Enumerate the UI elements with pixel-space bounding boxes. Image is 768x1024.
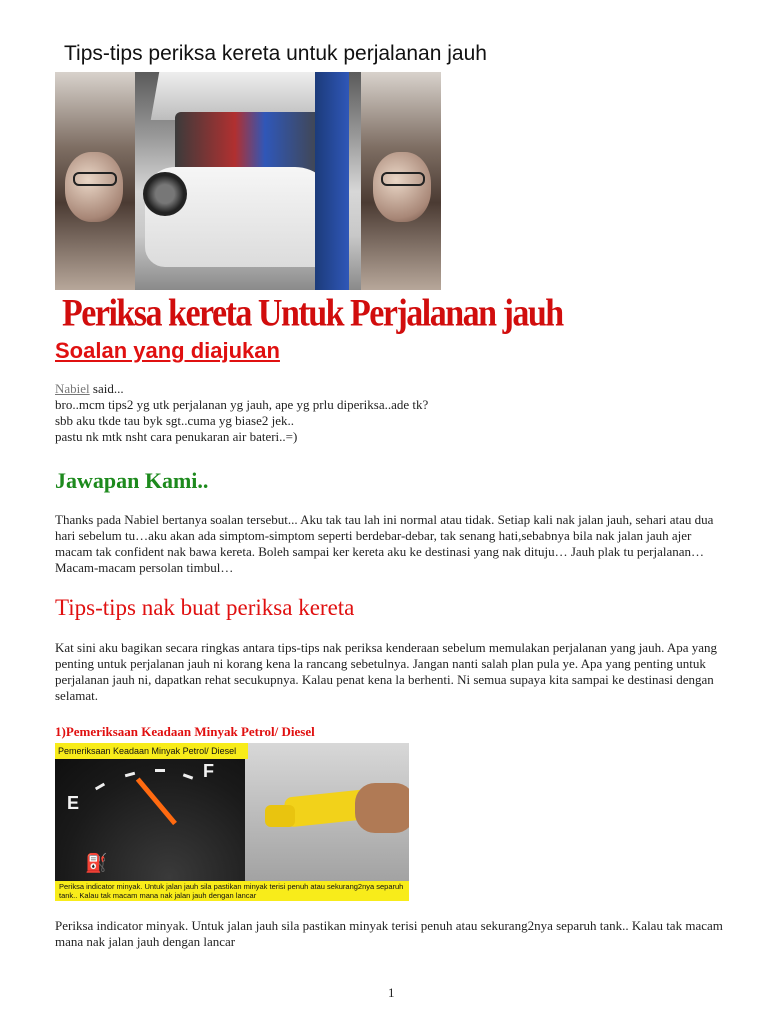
face-portrait (65, 152, 123, 222)
image-banner-bottom: Periksa indicator minyak. Untuk jalan jauh sila pastikan minyak terisi penuh atau sekurang2nya separuh tank.. Kalau tak macam mana nak jalan jauh dengan lancar (55, 881, 409, 901)
fuel-check-image (55, 743, 409, 901)
gauge-tick (183, 773, 193, 779)
fuel-gauge (55, 743, 245, 901)
answer-heading: Jawapan Kami.. (55, 468, 209, 493)
tips-paragraph: Kat sini aku bagikan secara ringkas antara tips-tips nak periksa kenderaan sebelum memulakan perjalanan yang jauh. Apa yang penting untuk perjalanan jauh ni korang kena la rancang sebetulnya. Jangan nanti salah plan pula ye. Apa yang penting untuk perjalanan jauh ni, dapatkan rehat secukupnya. Kalau penat kena la berhenti. Ni semua supaya kita sampai ke destinasi dengan selamat. (55, 640, 718, 703)
question-line: bro..mcm tips2 yg utk perjalanan yg jauh, ape yg prlu diperiksa..ade tk? (55, 397, 429, 412)
gauge-tick (155, 769, 165, 772)
gauge-full-label: F (203, 761, 214, 781)
right-portrait-panel (361, 72, 441, 290)
said-text: said... (89, 381, 124, 396)
author-line (55, 381, 735, 397)
hero-collage-image (55, 72, 441, 290)
glasses-icon (381, 172, 425, 186)
fuel-nozzle-photo (245, 743, 409, 901)
hand (355, 783, 409, 833)
gauge-tick (95, 783, 105, 791)
fuel-needle (136, 777, 177, 825)
page-number: 1 (388, 985, 395, 1000)
question-line: sbb aku tkde tau byk sgt..cuma yg biase2 jek.. (55, 413, 295, 428)
tips-heading: Tips-tips nak buat periksa kereta (55, 595, 355, 620)
fuel-pump-icon: ⛽ (85, 853, 108, 873)
document-title: Tips-tips periksa kereta untuk perjalanan jauh (64, 42, 487, 65)
mechanic-figure (315, 72, 349, 290)
image-banner-top: Pemeriksaan Keadaan Minyak Petrol/ Diesel (55, 743, 248, 759)
author-link[interactable]: Nabiel (55, 381, 90, 396)
wheel-icon (143, 172, 187, 216)
nozzle-spout (265, 805, 295, 827)
section1-paragraph: Periksa indicator minyak. Untuk jalan jauh sila pastikan minyak terisi penuh atau sekurang2nya separuh tank.. Kalau tak macam mana nak jalan jauh dengan lancar (55, 918, 723, 949)
face-portrait (373, 152, 431, 222)
gauge-empty-label: E (67, 793, 80, 813)
car-engine-photo (135, 72, 361, 290)
gauge-tick (125, 772, 135, 777)
glasses-icon (73, 172, 117, 186)
hero-caption: Periksa kereta Untuk Perjalanan jauh (62, 292, 563, 335)
question-line: pastu nk mtk nsht cara penukaran air bateri..=) (55, 429, 298, 444)
section1-heading: 1)Pemeriksaan Keadaan Minyak Petrol/ Diesel (55, 724, 315, 739)
left-portrait-panel (55, 72, 135, 290)
answer-paragraph: Thanks pada Nabiel bertanya soalan tersebut... Aku tak tau lah ini normal atau tidak. Setiap kali nak jalan jauh, sehari atau dua hari sebelum tu…aku akan ada simptom-simptom seperti berdebar-debar, tak senang hati,sebabnya bila nak jalan jauh ajer macam tak confident nak bawa kereta. Boleh sampai ker kereta aku ke destinasi yang nak dituju… Jauh plak tu perjalanan… Macam-macam persolan timbul… (55, 512, 714, 575)
question-block (55, 381, 735, 445)
questions-heading: Soalan yang diajukan (55, 338, 280, 363)
